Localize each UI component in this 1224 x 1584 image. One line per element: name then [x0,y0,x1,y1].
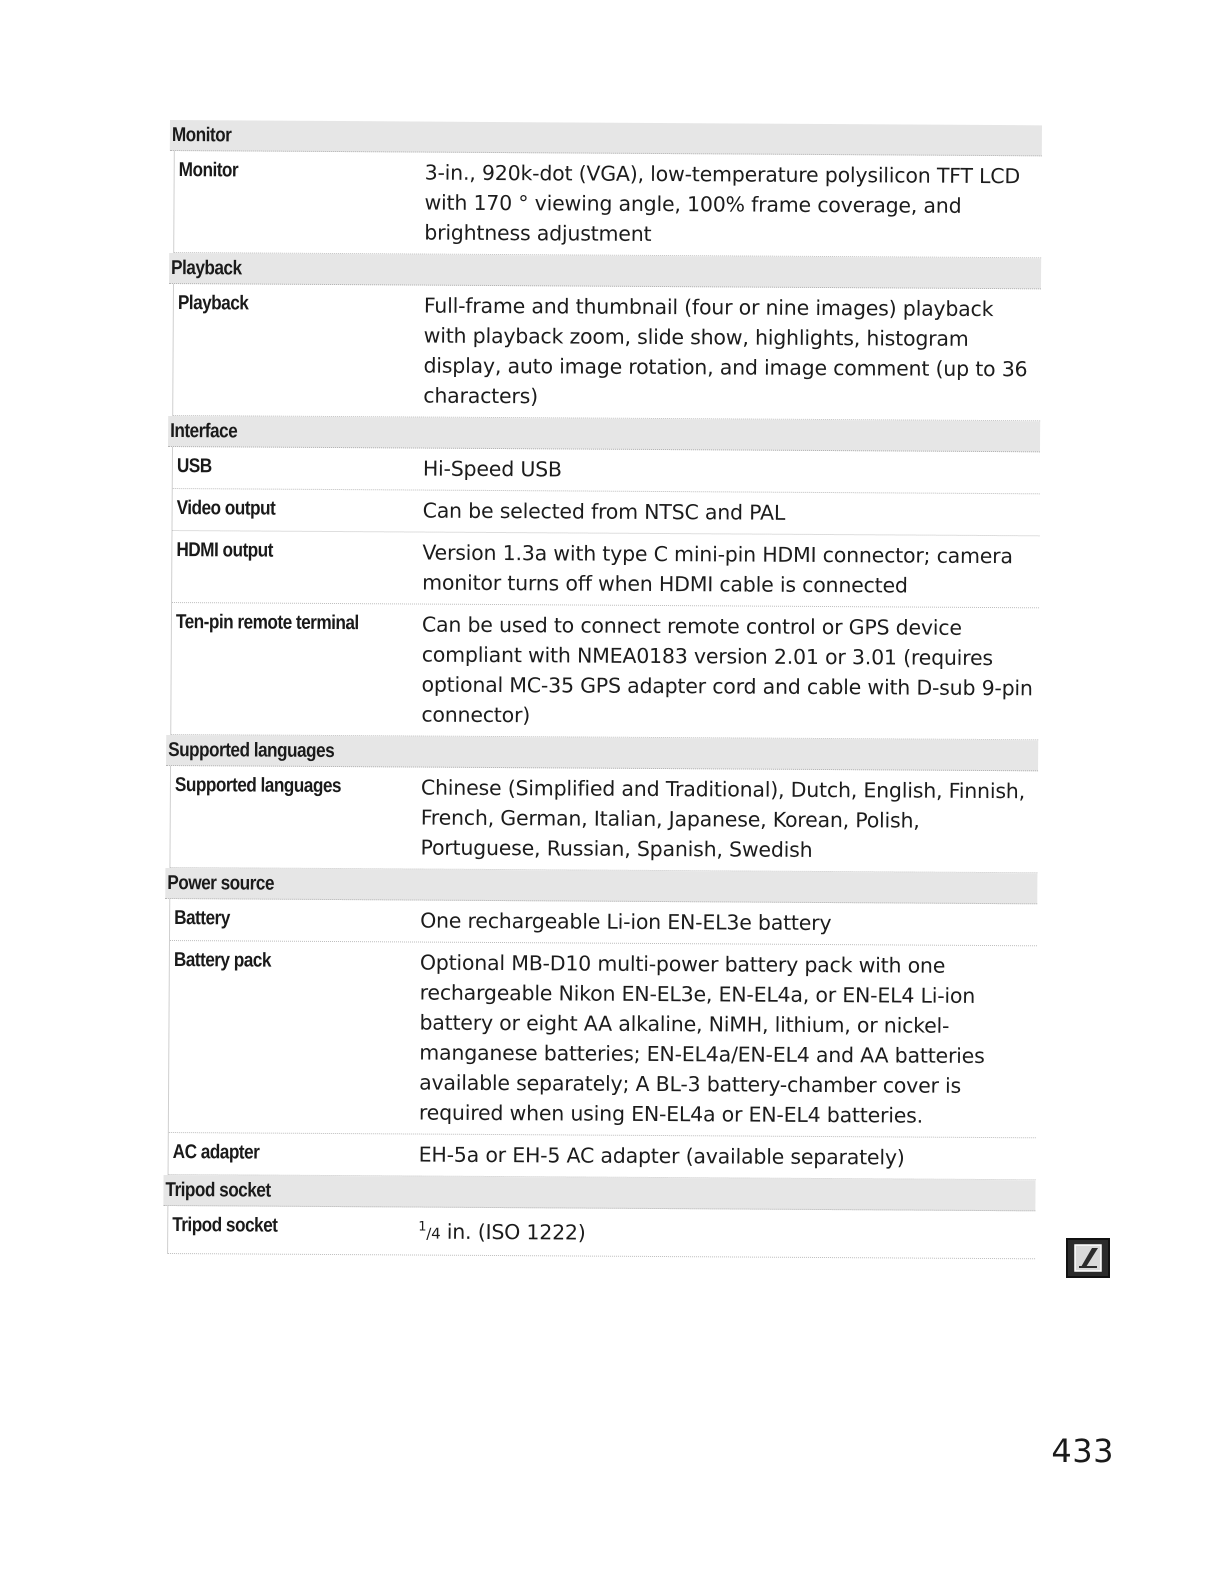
spec-value: 3-in., 920k-dot (VGA), low-temperature polysilicon TFT LCD with 170 ° viewing angle, 100% frame coverage, and brightness adjustment [424,160,1021,246]
spec-label: Monitor [178,159,239,182]
spec-value: Chinese (Simplified and Traditional), Dutch, English, Finnish, French, German, Italian, Japanese, Korean, Polish, Portuguese, Russian, Spanish, Swedish [420,775,1026,862]
section-interface [166,416,1040,740]
spec-label: Playback [177,292,249,315]
spec-value: Optional MB-D10 multi-power battery pack with one rechargeable Nikon EN-EL3e, EN-EL4a, or EN-EL4 Li-ion battery or eight AA alkaline, NiMH, lithium, or nickel-manganese batteries; EN-EL4a/EN-EL4 and AA batteries available separately; A BL-3 battery-chamber cover is required when using EN-EL4a or EN-EL4 batteries. [418,950,985,1128]
spec-value: One rechargeable Li-ion EN-EL3e battery [420,908,832,936]
spec-label: Battery pack [173,949,271,972]
spec-row [168,1206,1035,1259]
spec-row [173,284,1041,421]
section-power-source [164,868,1038,1180]
spec-row [174,151,1042,258]
section-supported-languages [165,735,1038,873]
spec-label: Video output [176,497,276,520]
spec-table [163,120,1042,1259]
spec-label: AC adapter [172,1141,260,1164]
section-playback [168,253,1041,421]
spec-row [171,603,1039,740]
fraction-denominator: /4 [426,1224,441,1243]
spec-row [173,447,1040,494]
spec-label: Ten-pin remote terminal [175,611,359,635]
section-tripod-socket [163,1175,1035,1259]
spec-value [418,1213,1035,1253]
section-title: Interface [170,419,238,442]
spec-value: Full-frame and thumbnail (four or nine images) playback with playback zoom, slide show, highlights, histogram display, auto image rotation, and image comment (up to 36 characters) [423,293,1028,409]
notes-tab-icon-graphic [1068,1240,1108,1276]
section-title: Supported languages [168,738,335,762]
spec-value: Hi-Speed USB [422,456,562,482]
spec-value: EH-5a or EH-5 AC adapter (available separately) [418,1142,905,1170]
fraction-numerator: 1 [418,1219,427,1235]
section-title: Monitor [171,123,232,146]
spec-row [169,941,1037,1138]
spec-row [170,766,1038,873]
spec-row [172,489,1039,536]
section-title: Playback [171,256,242,279]
spec-row [170,899,1037,946]
page-number: 433 [1051,1432,1114,1470]
section-title: Power source [167,871,275,895]
spec-value: Can be selected from NTSC and PAL [422,498,786,525]
spec-value: Can be used to connect remote control or GPS device compliant with NMEA0183 version 2.01 or 3.01 (requires optional MC-35 GPS adapter cord and cable with D-sub 9-pin connector) [421,612,1033,728]
spec-label: HDMI output [176,539,273,562]
spec-label: Supported languages [174,774,342,798]
spec-label: USB [176,455,212,478]
value-text: in. (ISO 1222) [440,1219,586,1245]
section-monitor [169,120,1042,258]
spec-row [169,1133,1036,1180]
spec-label: Battery [174,907,230,930]
spec-label: Tripod socket [172,1214,278,1237]
notes-tab-icon [1066,1238,1110,1278]
spec-value: Version 1.3a with type C mini-pin HDMI connector; camera monitor turns off when HDMI cable is connected [422,540,1013,598]
spec-row [172,531,1039,608]
section-title: Tripod socket [165,1178,271,1202]
